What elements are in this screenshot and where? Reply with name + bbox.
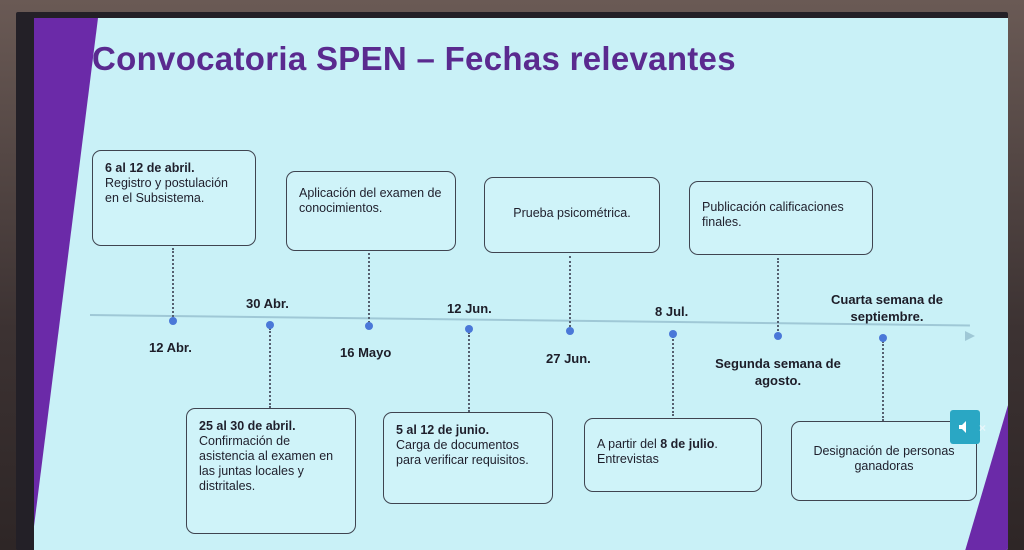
event-box-entrevistas bbox=[584, 418, 762, 492]
event-date: 8 de julio bbox=[660, 437, 715, 451]
date-label: 12 Jun. bbox=[447, 301, 492, 316]
connector-line bbox=[368, 253, 370, 323]
event-desc: Prueba psicométrica. bbox=[513, 206, 631, 220]
event-desc: Confirmación de asistencia al examen en las juntas locales y distritales. bbox=[199, 434, 334, 493]
connector-line bbox=[672, 336, 674, 416]
event-box-psicometrica bbox=[484, 177, 660, 253]
connector-line bbox=[172, 248, 174, 320]
timeline-arrowhead bbox=[965, 331, 975, 341]
date-label: 12 Abr. bbox=[149, 340, 192, 355]
event-date: 6 al 12 de abril. bbox=[105, 161, 195, 175]
event-date: 25 al 30 de abril. bbox=[199, 419, 296, 433]
event-desc: Aplicación del examen de conocimientos. bbox=[299, 186, 442, 215]
date-label: 8 Jul. bbox=[655, 304, 689, 319]
event-desc: Designación de personas ganadoras bbox=[813, 444, 955, 473]
connector-line bbox=[269, 328, 271, 408]
event-box-examen bbox=[286, 171, 456, 251]
connector-line bbox=[569, 256, 571, 327]
timeline-dot bbox=[879, 334, 887, 342]
event-box-documentos bbox=[383, 412, 553, 504]
timeline-dot bbox=[266, 321, 274, 329]
date-label: 16 Mayo bbox=[340, 345, 392, 360]
slide-title: Convocatoria SPEN – Fechas relevantes bbox=[92, 40, 736, 77]
timeline-dot bbox=[774, 332, 782, 340]
presentation-slide bbox=[34, 18, 1008, 550]
event-date: 5 al 12 de junio. bbox=[396, 423, 490, 437]
connector-line bbox=[777, 258, 779, 331]
speaker-icon bbox=[957, 419, 973, 435]
event-box-registro bbox=[92, 150, 256, 246]
event-desc: . Entrevistas bbox=[597, 437, 718, 466]
timeline-dot bbox=[566, 327, 574, 335]
event-desc: A partir del bbox=[597, 437, 661, 451]
timeline-dot bbox=[669, 330, 677, 338]
event-desc: Carga de documentos para verificar requisitos. bbox=[396, 438, 529, 467]
connector-line bbox=[468, 332, 470, 412]
mute-x-icon: × bbox=[979, 421, 987, 435]
date-label: 27 Jun. bbox=[546, 351, 591, 366]
event-desc: Registro y postulación en el Subsistema. bbox=[105, 176, 228, 205]
date-label: Segunda semana de agosto. bbox=[715, 356, 841, 388]
screen bbox=[16, 12, 1008, 550]
decor-purple-left bbox=[34, 18, 98, 550]
event-box-confirmacion bbox=[186, 408, 356, 534]
timeline-dot bbox=[169, 317, 177, 325]
timeline-dot bbox=[365, 322, 373, 330]
event-desc: Publicación calificaciones finales. bbox=[702, 200, 844, 229]
timeline-dot bbox=[465, 325, 473, 333]
event-box-publicacion bbox=[689, 181, 873, 255]
date-label: Cuarta semana de septiembre. bbox=[831, 292, 943, 324]
connector-line bbox=[882, 341, 884, 421]
date-label: 30 Abr. bbox=[246, 296, 289, 311]
speaker-mute-icon[interactable] bbox=[950, 410, 980, 444]
